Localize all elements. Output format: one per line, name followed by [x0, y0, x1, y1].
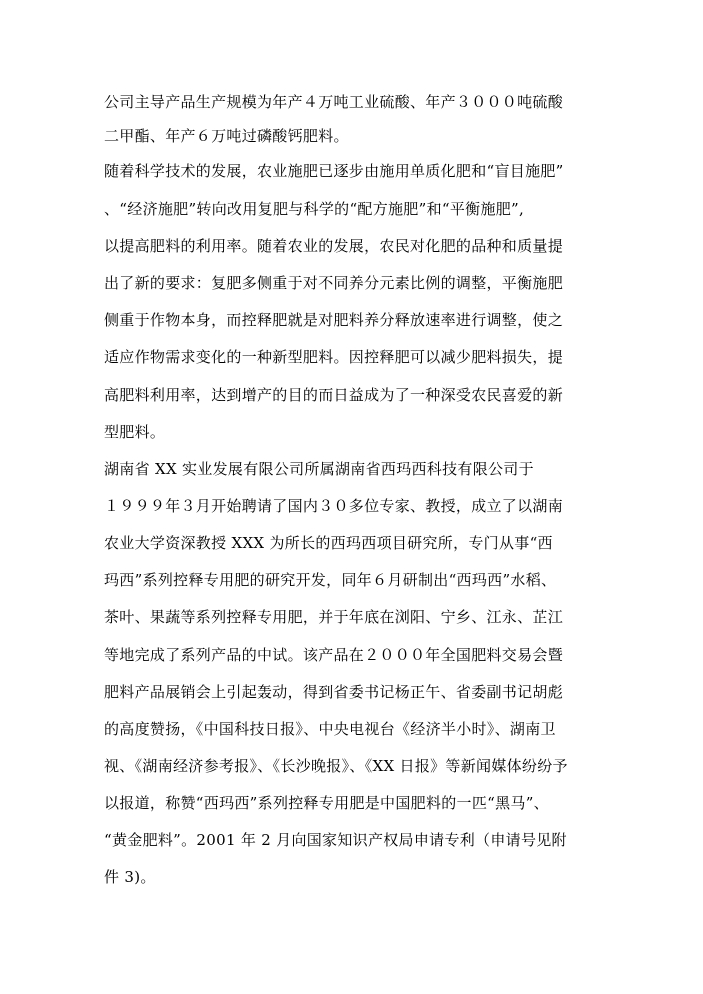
text-line: “黄金肥料”。2001 年 2 月向国家知识产权局申请专利（申请号见附 — [104, 831, 567, 849]
text-line: 侧重于作物本身，而控释肥就是对肥料养分释放速率进行调整，使之 — [104, 311, 564, 329]
text-line: 以提高肥料的利用率。随着农业的发展，农民对化肥的品种和质量提 — [104, 237, 564, 255]
text-line: 型肥料。 — [104, 423, 166, 441]
text-line: 适应作物需求变化的一种新型肥料。因控释肥可以减少肥料损失，提 — [104, 348, 564, 366]
text-line: 随着科学技术的发展，农业施肥已逐步由施用单质化肥和“盲目施肥” — [104, 162, 564, 180]
text-line: 农业大学资深教授 XXX 为所长的西玛西项目研究所，专门从事“西 — [104, 534, 553, 552]
text-line: 二甲酯、年产６万吨过磷酸钙肥料。 — [104, 127, 349, 145]
text-line: 视、《湖南经济参考报》、《长沙晚报》、《XX 日报》等新闻媒体纷纷予 — [104, 757, 568, 775]
text-line: 肥料产品展销会上引起轰动，得到省委书记杨正午、省委副书记胡彪 — [104, 683, 564, 701]
text-line: 公司主导产品生产规模为年产４万吨工业硫酸、年产３０００吨硫酸 — [104, 93, 564, 111]
text-line: 出了新的要求：复肥多侧重于对不同养分元素比例的调整，平衡施肥 — [104, 274, 564, 292]
text-line: 湖南省 XX 实业发展有限公司所属湖南省西玛西科技有限公司于 — [104, 460, 534, 478]
text-line: 等地完成了系列产品的中试。该产品在２０００年全国肥料交易会暨 — [104, 646, 564, 664]
text-line: 的高度赞扬，《中国科技日报》、中央电视台《经济半小时》、湖南卫 — [104, 720, 556, 738]
text-line: 茶叶、果蔬等系列控释专用肥，并于年底在浏阳、宁乡、江永、芷江 — [104, 608, 564, 626]
text-line: １９９９年３月开始聘请了国内３０多位专家、教授，成立了以湖南 — [104, 497, 564, 515]
text-line: 以报道，称赞“西玛西”系列控释专用肥是中国肥料的一匹“黑马”、 — [104, 794, 549, 812]
text-line: 件 3)。 — [104, 868, 156, 886]
text-line: 、“经济施肥”转向改用复肥与科学的“配方施肥”和“平衡施肥”, — [104, 200, 525, 218]
text-line: 高肥料利用率，达到增产的目的而日益成为了一种深受农民喜爱的新 — [104, 386, 564, 404]
text-line: 玛西”系列控释专用肥的研究开发，同年６月研制出“西玛西”水稻、 — [104, 571, 557, 589]
